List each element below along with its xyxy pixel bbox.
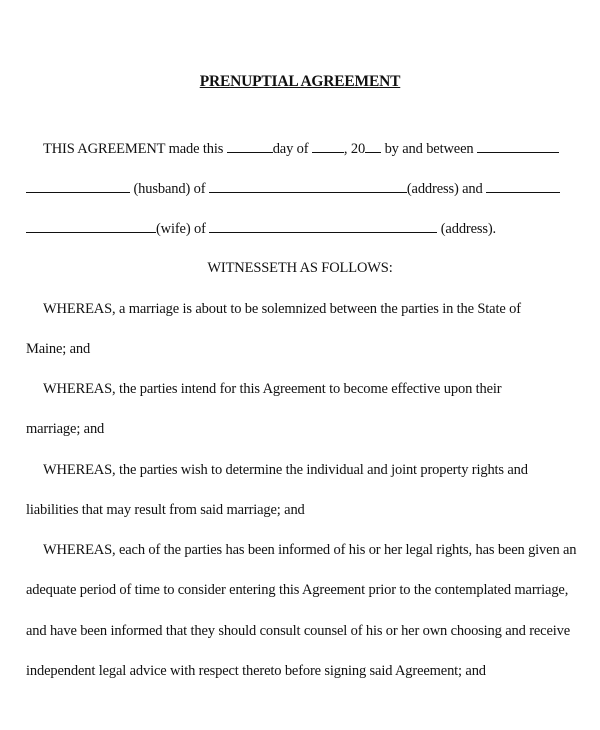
day-blank[interactable] <box>227 139 273 153</box>
address-end-label: (address). <box>440 221 497 237</box>
intro-text-2: day of <box>272 141 309 157</box>
wife-name-blank[interactable] <box>26 219 156 233</box>
intro-text-1: THIS AGREEMENT made this <box>43 141 224 157</box>
paragraph-line: WHEREAS, a marriage is about to be solemnized between the parties in the State of <box>43 301 521 317</box>
paragraph-line: and have been informed that they should consult counsel of his or her own choosing and receive <box>26 623 570 639</box>
intro-text-4: by and between <box>384 141 474 157</box>
wife-label: (wife) of <box>156 221 206 237</box>
intro-text-3: , 20 <box>343 141 366 157</box>
address-and-label: (address) and <box>406 181 483 197</box>
party-one-blank[interactable] <box>477 139 559 153</box>
paragraph-line: liabilities that may result from said marriage; and <box>26 502 305 518</box>
month-blank[interactable] <box>312 139 344 153</box>
year-blank[interactable] <box>365 139 381 153</box>
paragraph-line: adequate period of time to consider entering this Agreement prior to the contemplated marriage, <box>26 582 569 598</box>
document-title: PRENUPTIAL AGREEMENT <box>199 73 401 90</box>
wife-line <box>26 219 496 238</box>
paragraph-line: independent legal advice with respect thereto before signing said Agreement; and <box>26 663 486 679</box>
wife-address-blank[interactable] <box>209 219 437 233</box>
paragraph-line: WHEREAS, each of the parties has been informed of his or her legal rights, has been given an <box>43 542 577 558</box>
agreement-intro-line <box>43 139 559 158</box>
paragraph-line: Maine; and <box>26 341 91 357</box>
husband-line <box>26 179 560 198</box>
paragraph-line: WHEREAS, the parties intend for this Agreement to become effective upon their <box>43 381 502 397</box>
husband-label: (husband) of <box>133 181 206 197</box>
paragraph-line: marriage; and <box>26 421 105 437</box>
witnesseth-heading: WITNESSETH AS FOLLOWS: <box>207 260 393 276</box>
paragraph-line: WHEREAS, the parties wish to determine the individual and joint property rights and <box>43 462 528 478</box>
husband-address-blank[interactable] <box>209 179 407 193</box>
husband-name-blank[interactable] <box>26 179 130 193</box>
wife-name-start-blank[interactable] <box>486 179 560 193</box>
